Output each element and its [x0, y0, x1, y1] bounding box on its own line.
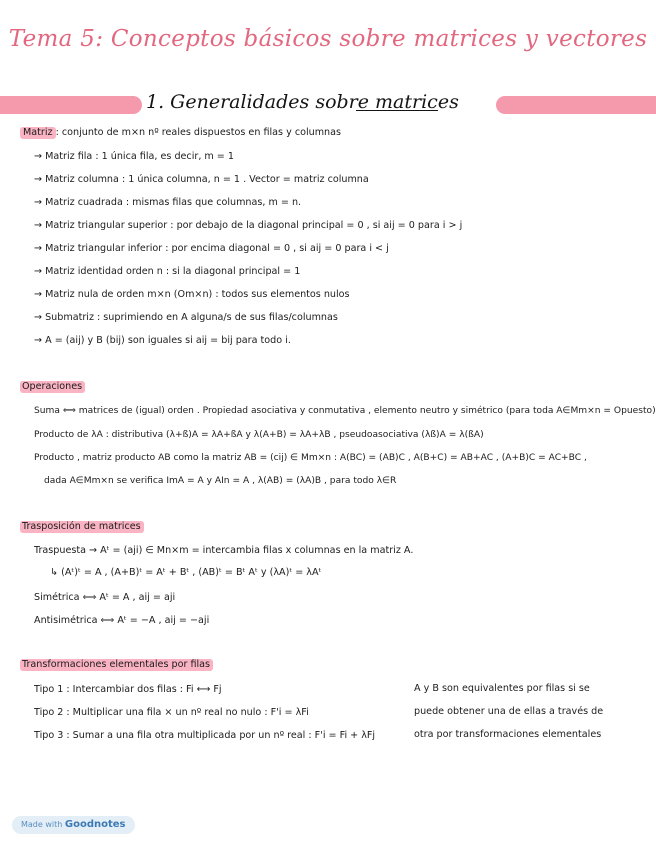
badge-prefix: Made with	[21, 820, 63, 829]
operaciones-item: Producto , matriz producto AB como la matriz AB = (cij) ∈ Mm×n : A(BC) = (AB)C , A(B+C) = AB+AC , (A+B)C = AC+BC ,	[34, 453, 587, 463]
trasposicion-heading: Trasposición de matrices	[20, 521, 144, 533]
trasposicion-props-text: (Aᵗ)ᵗ = A , (A+B)ᵗ = Aᵗ + Bᵗ , (AB)ᵗ = Bᵗ Aᵗ y (λA)ᵗ = λAᵗ	[61, 567, 322, 578]
matriz-item: → A = (aij) y B (bij) son iguales si aij = bij para todo i.	[34, 335, 291, 346]
goodnotes-badge	[12, 816, 135, 834]
matriz-item: → Matriz triangular inferior : por encima diagonal = 0 , si aij = 0 para i < j	[34, 243, 389, 254]
equivalencia-note: puede obtener una de ellas a través de	[414, 706, 604, 717]
matriz-item: → Matriz identidad orden n : si la diagonal principal = 1	[34, 266, 301, 277]
trasposicion-item: Simétrica ⟺ Aᵗ = A , aij = aji	[34, 592, 176, 603]
matriz-item: → Matriz columna : 1 única columna, n = 1 . Vector = matriz columna	[34, 174, 369, 185]
operaciones-item: Suma ⟺ matrices de (igual) orden . Propiedad asociativa y conmutativa , elemento neutro y simétrico (para toda A∈Mm×n = Opuesto)	[34, 406, 656, 416]
operaciones-item: dada A∈Mm×n se verifica ImA = A y AIn = A , λ(AB) = (λA)B , para todo λ∈R	[44, 476, 397, 486]
transformaciones-item: Tipo 3 : Sumar a una fila otra multiplicada por un nº real : F'i = Fi + λFj	[34, 730, 376, 741]
matriz-item: → Matriz fila : 1 única fila, es decir, m = 1	[34, 151, 235, 162]
matriz-item: → Matriz triangular superior : por debajo de la diagonal principal = 0 , si aij = 0 para i > j	[34, 220, 463, 231]
page-title: Tema 5: Conceptos básicos sobre matrices y vectores	[8, 26, 648, 52]
title-band-left	[0, 96, 142, 114]
matriz-item: → Matriz cuadrada : mismas filas que columnas, m = n.	[34, 197, 302, 208]
trasposicion-item: Antisimétrica ⟺ Aᵗ = −A , aij = −aji	[34, 615, 210, 626]
transformaciones-heading: Transformaciones elementales por filas	[20, 659, 213, 671]
section-heading-text: 1. Generalidades sobre matrices	[146, 91, 459, 113]
transformaciones-item: Tipo 1 : Intercambiar dos filas : Fi ⟷ Fj	[34, 684, 222, 695]
matriz-item: → Matriz nula de orden m×n (Om×n) : todos sus elementos nulos	[34, 289, 350, 300]
section-heading	[146, 91, 459, 113]
matriz-intro: : conjunto de m×n nº reales dispuestos en filas y columnas	[55, 127, 342, 138]
equivalencia-note: otra por transformaciones elementales	[414, 729, 602, 740]
matriz-definition	[20, 127, 341, 139]
matriz-label: Matriz	[20, 127, 56, 139]
badge-brand: Goodnotes	[64, 819, 126, 830]
equivalencia-note: A y B son equivalentes por filas si se	[414, 683, 590, 694]
matriz-item: → Submatriz : suprimiendo en A alguna/s de sus filas/columnas	[34, 312, 338, 323]
operaciones-heading: Operaciones	[20, 381, 85, 393]
hook-arrow-icon: ↳	[50, 567, 62, 578]
trasposicion-properties	[50, 567, 321, 579]
title-band-right	[496, 96, 656, 114]
heading-underline	[356, 110, 438, 111]
operaciones-item: Producto de λA : distributiva (λ+ß)A = λA+ßA y λ(A+B) = λA+λB , pseudoasociativa (λß)A = λ(ßA)	[34, 430, 484, 440]
transformaciones-item: Tipo 2 : Multiplicar una fila × un nº real no nulo : F'i = λFi	[34, 707, 309, 718]
trasposicion-item: Traspuesta → Aᵗ = (aji) ∈ Mn×m = intercambia filas x columnas en la matriz A.	[34, 545, 414, 556]
